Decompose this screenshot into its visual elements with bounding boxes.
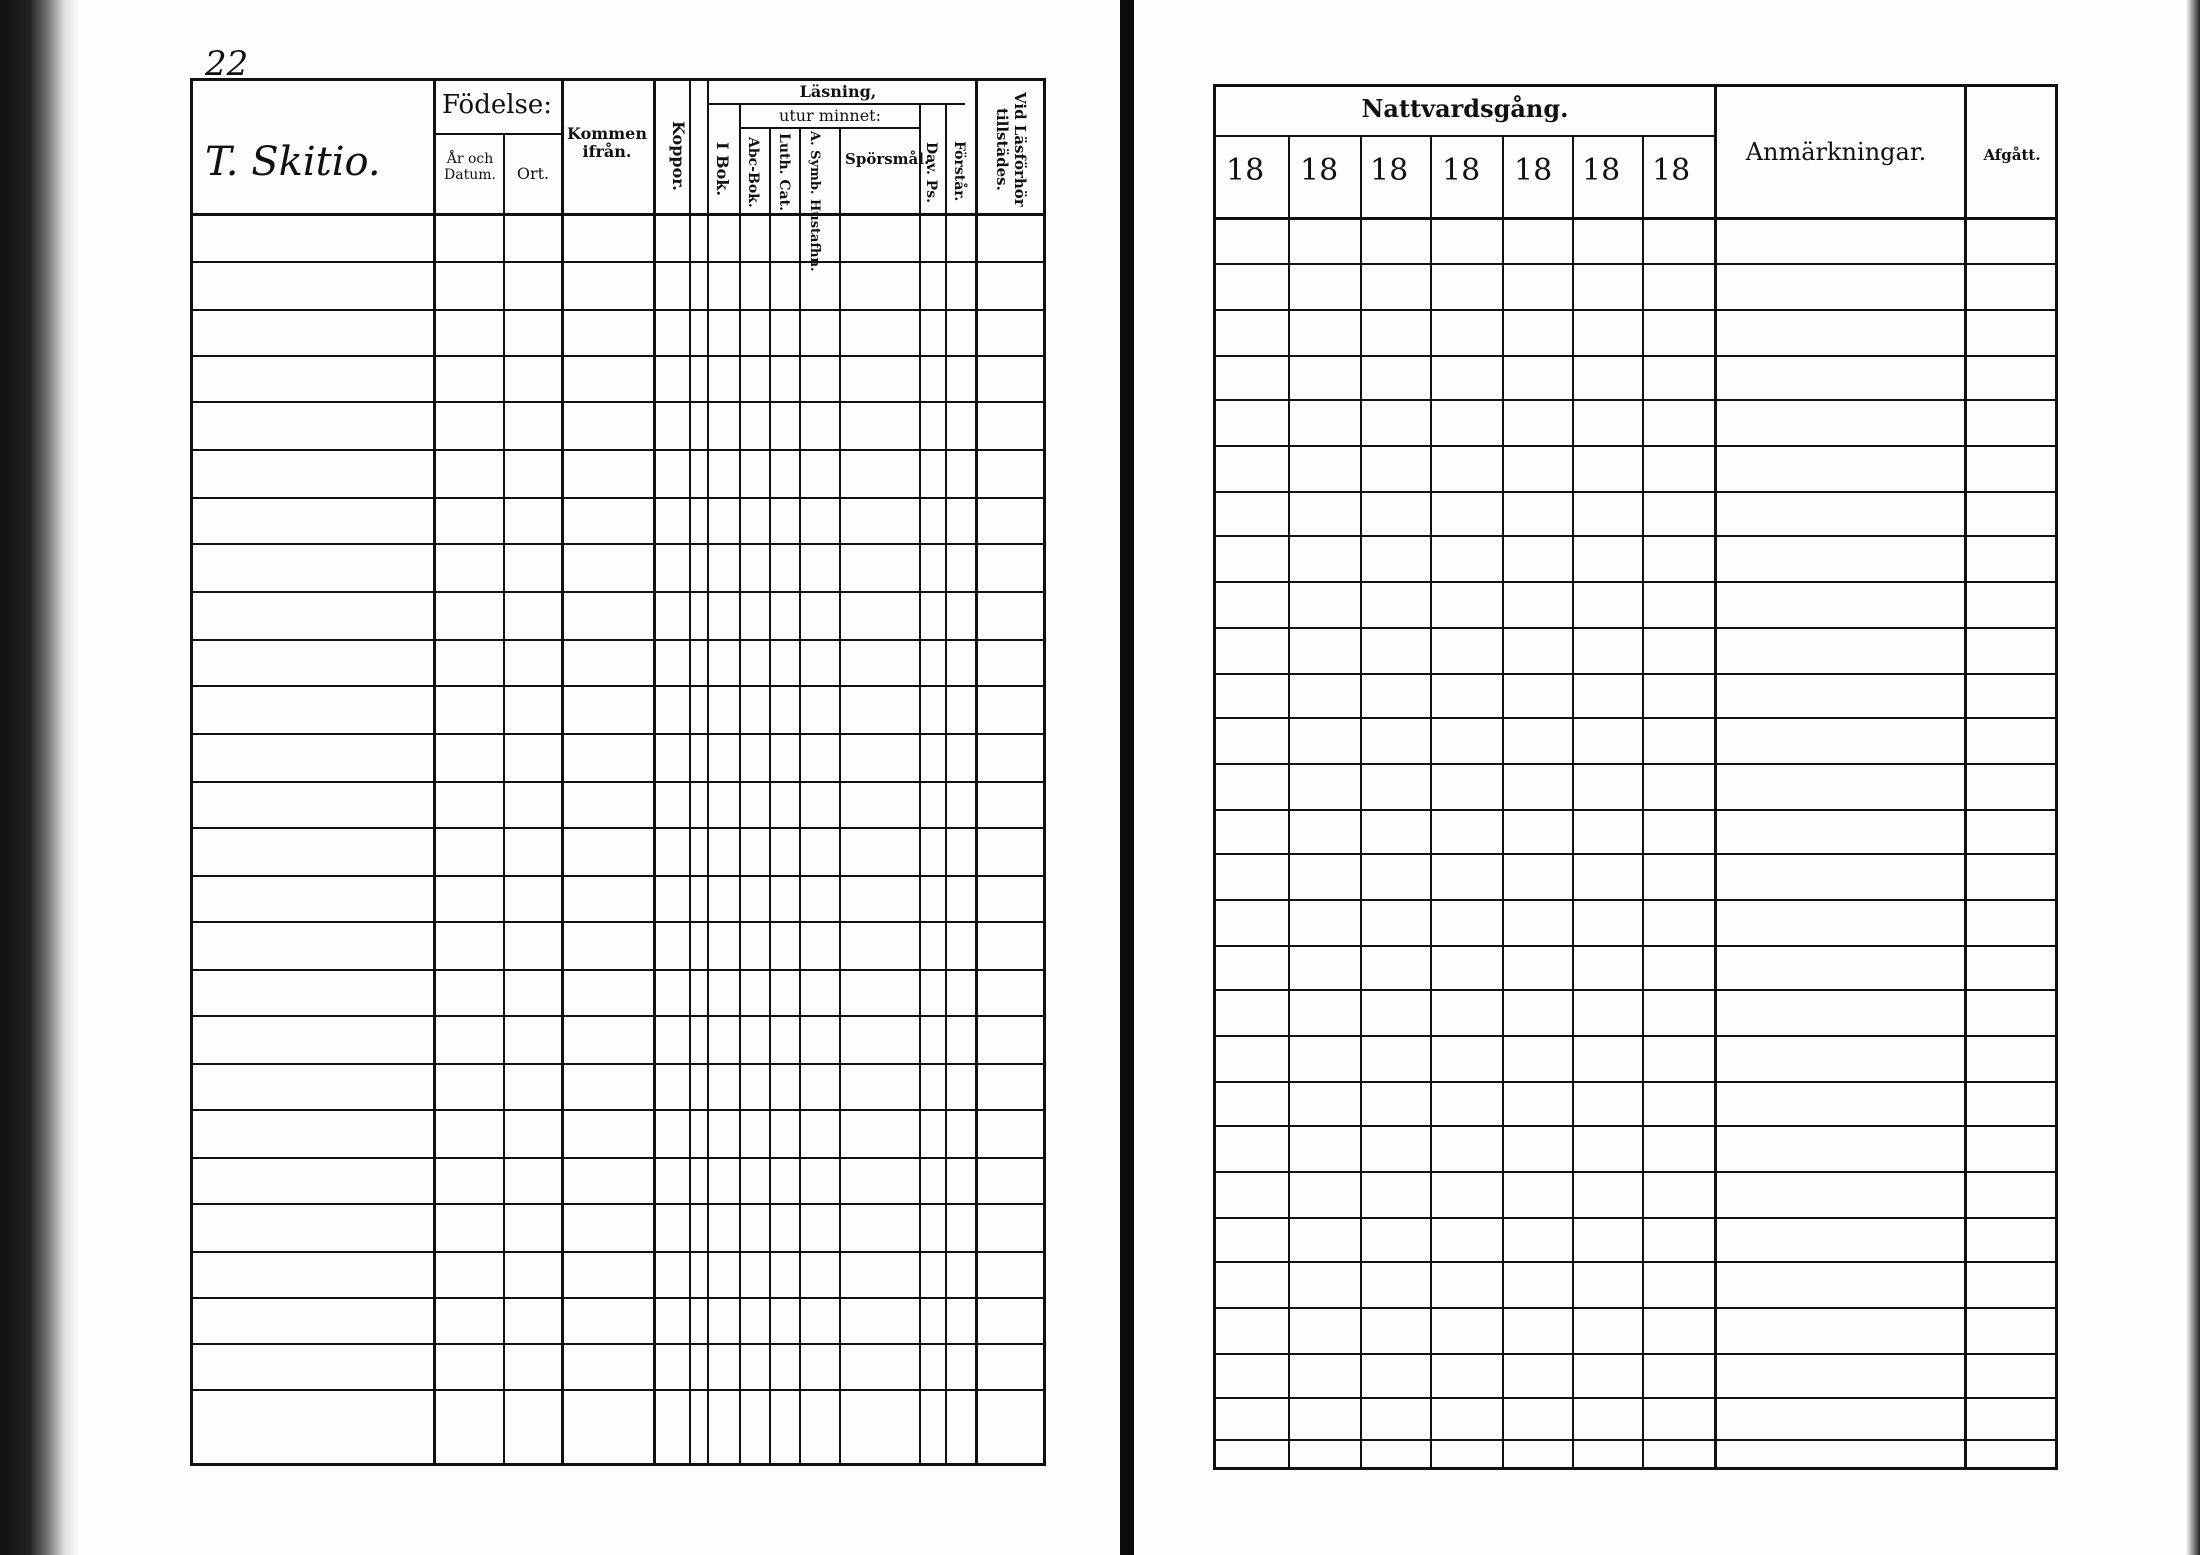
- year-prefix-7: 18: [1652, 153, 1691, 188]
- left-ledger-table: [190, 78, 1046, 1466]
- col-abc-book: Abc-Bok.: [745, 136, 761, 208]
- col-place: Ort.: [516, 164, 550, 183]
- page-edge-right: [2186, 0, 2200, 1555]
- year-prefix-2: 18: [1300, 153, 1339, 188]
- col-year-date: År och Datum.: [444, 151, 496, 184]
- year-prefix-6: 18: [1582, 153, 1621, 188]
- year-prefix-3: 18: [1370, 153, 1409, 188]
- group-reading: Läsning,: [799, 82, 877, 101]
- year-prefix-4: 18: [1442, 153, 1481, 188]
- col-understanding: Förstår.: [951, 140, 967, 202]
- group-birth: Födelse:: [441, 90, 553, 120]
- col-symb-books: A. Symb. Hustafhn.: [807, 131, 822, 272]
- col-luth-cat: Luth. Cat.: [776, 133, 792, 211]
- page-number: 22: [205, 44, 249, 84]
- left-header-band: [193, 81, 1043, 272]
- left-data-rows: [193, 213, 1043, 1463]
- right-header-band: [1216, 87, 2055, 220]
- col-dav-ps: Dav. Ps.: [923, 141, 939, 203]
- col-remarks: Anmärkningar.: [1745, 138, 1927, 166]
- subgroup-memory: utur minnet:: [779, 106, 881, 125]
- col-smallpox: Koppor.: [669, 121, 688, 191]
- year-prefix-5: 18: [1514, 153, 1553, 188]
- col-present-exam: Vid Läsförhör tillstädes.: [993, 91, 1029, 207]
- col-departed: Afgått.: [1983, 146, 2041, 164]
- right-ledger-table: [1213, 84, 2058, 1470]
- year-prefix-1: 18: [1226, 153, 1265, 188]
- right-data-rows: [1216, 217, 2055, 1467]
- col-questions: Spörsmål.: [845, 150, 930, 168]
- page-gutter: [1120, 0, 1134, 1555]
- col-come-from: Kommen ifrån.: [567, 124, 647, 162]
- district-name: T. Skitio.: [205, 139, 381, 185]
- book-binding-edge: [0, 0, 80, 1555]
- group-communion: Nattvardsgång.: [1361, 94, 1569, 123]
- col-in-book: I Bok.: [713, 142, 732, 196]
